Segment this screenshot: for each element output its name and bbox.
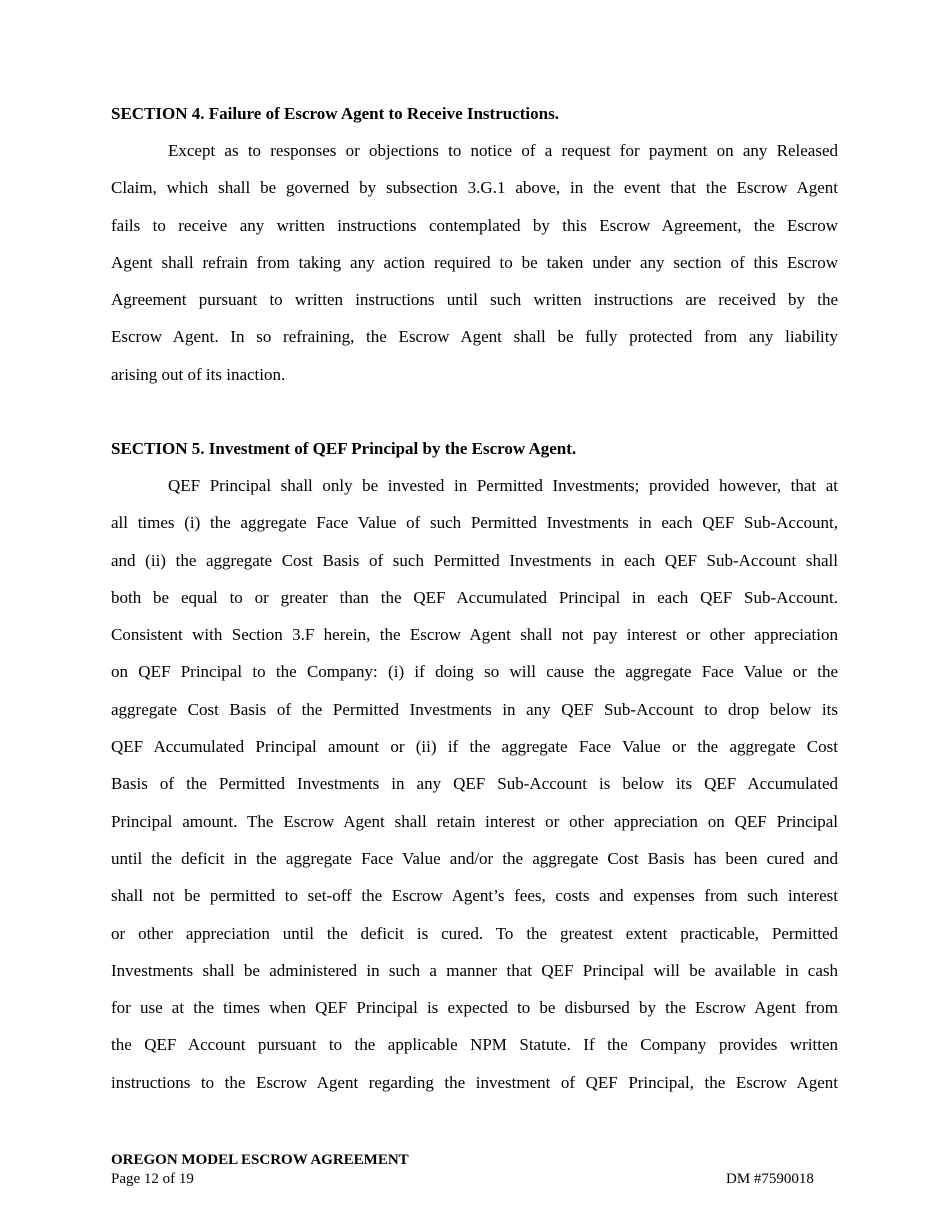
paragraph-line: Escrow Agent. In so refraining, the Escrow Agent shall be fully protected from any liability bbox=[111, 327, 838, 347]
paragraph-line: fails to receive any written instructions contemplated by this Escrow Agreement, the Escrow bbox=[111, 215, 838, 235]
paragraph-line: Agreement pursuant to written instructions until such written instructions are received by the bbox=[111, 290, 838, 310]
paragraph-line: QEF Principal shall only be invested in Permitted Investments; provided however, that at bbox=[168, 476, 838, 495]
paragraph-line: until the deficit in the aggregate Face Value and/or the aggregate Cost Basis has been cured and bbox=[111, 848, 838, 868]
paragraph-line: the QEF Account pursuant to the applicable NPM Statute. If the Company provides written bbox=[111, 1035, 838, 1055]
paragraph-line: for use at the times when QEF Principal is expected to be disbursed by the Escrow Agent from bbox=[111, 998, 838, 1018]
paragraph-line: shall not be permitted to set-off the Escrow Agent’s fees, costs and expenses from such interest bbox=[111, 886, 838, 906]
paragraph-line: Consistent with Section 3.F herein, the Escrow Agent shall not pay interest or other appreciation bbox=[111, 625, 838, 645]
paragraph-line: QEF Accumulated Principal amount or (ii) if the aggregate Face Value or the aggregate Cost bbox=[111, 737, 838, 757]
section-4-paragraph bbox=[111, 132, 838, 393]
paragraph-line: Except as to responses or objections to notice of a request for payment on any Released bbox=[168, 141, 838, 160]
paragraph-line: on QEF Principal to the Company: (i) if doing so will cause the aggregate Face Value or the bbox=[111, 662, 838, 682]
section-5-heading: SECTION 5. Investment of QEF Principal by the Escrow Agent. bbox=[111, 439, 577, 458]
paragraph-line: Claim, which shall be governed by subsection 3.G.1 above, in the event that the Escrow Agent bbox=[111, 178, 838, 198]
paragraph-line: all times (i) the aggregate Face Value of such Permitted Investments in each QEF Sub-Account, bbox=[111, 513, 838, 533]
paragraph-line: Agent shall refrain from taking any action required to be taken under any section of this Escrow bbox=[111, 252, 838, 272]
paragraph-line: both be equal to or greater than the QEF Accumulated Principal in each QEF Sub-Account. bbox=[111, 587, 838, 607]
footer-document-id: DM #7590018 bbox=[726, 1171, 814, 1187]
footer-title: OREGON MODEL ESCROW AGREEMENT bbox=[111, 1152, 409, 1168]
paragraph-line: arising out of its inaction. bbox=[111, 364, 286, 384]
paragraph-line: instructions to the Escrow Agent regarding the investment of QEF Principal, the Escrow Agent bbox=[111, 1072, 838, 1092]
paragraph-line: and (ii) the aggregate Cost Basis of such Permitted Investments in each QEF Sub-Account shall bbox=[111, 550, 838, 570]
section-4-heading: SECTION 4. Failure of Escrow Agent to Receive Instructions. bbox=[111, 104, 559, 123]
paragraph-line: Basis of the Permitted Investments in any QEF Sub-Account is below its QEF Accumulated bbox=[111, 774, 838, 794]
paragraph-line: aggregate Cost Basis of the Permitted Investments in any QEF Sub-Account to drop below its bbox=[111, 699, 838, 719]
paragraph-line: Principal amount. The Escrow Agent shall retain interest or other appreciation on QEF Principal bbox=[111, 811, 838, 831]
paragraph-line: Investments shall be administered in such a manner that QEF Principal will be available in cash bbox=[111, 960, 838, 980]
paragraph-line: or other appreciation until the deficit is cured. To the greatest extent practicable, Permitted bbox=[111, 923, 838, 943]
footer-page-number: Page 12 of 19 bbox=[111, 1171, 194, 1187]
section-5-paragraph bbox=[111, 467, 838, 1101]
